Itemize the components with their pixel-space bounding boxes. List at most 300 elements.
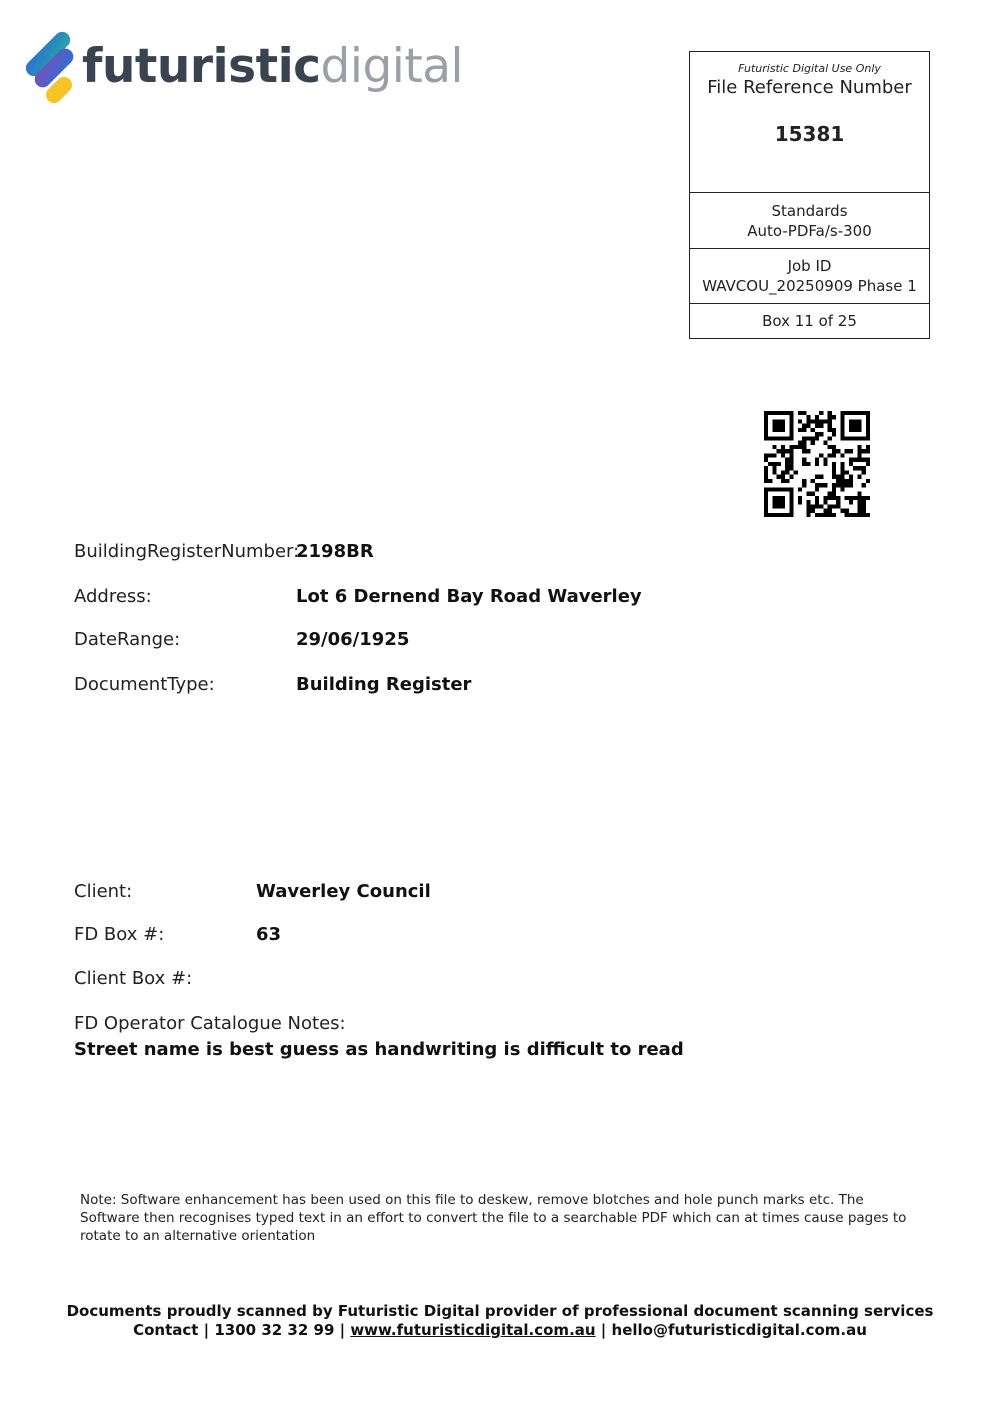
qr-module <box>806 500 810 504</box>
qr-module <box>866 513 870 517</box>
qr-module <box>764 466 768 470</box>
qr-module <box>785 470 789 474</box>
qr-module <box>828 419 832 423</box>
qr-module <box>764 453 768 457</box>
logo-word-futuristic: futuristic <box>82 38 321 94</box>
qr-module <box>866 428 870 432</box>
footer-tagline: Documents proudly scanned by Futuristic Digital provider of professional document scanning services <box>66 1302 934 1320</box>
qr-module <box>862 496 866 500</box>
qr-module <box>819 411 823 415</box>
qr-module <box>789 436 793 440</box>
qr-module <box>777 428 781 432</box>
qr-module <box>777 436 781 440</box>
qr-module <box>772 500 776 504</box>
qr-module <box>768 513 772 517</box>
qr-module <box>789 445 793 449</box>
qr-module <box>781 453 785 457</box>
qr-module <box>823 496 827 500</box>
qr-module <box>862 500 866 504</box>
qr-module <box>840 479 844 483</box>
qr-module <box>819 475 823 479</box>
qr-module <box>832 415 836 419</box>
qr-module <box>823 441 827 445</box>
qr-module <box>857 513 861 517</box>
qr-module <box>768 453 772 457</box>
qr-module <box>785 466 789 470</box>
qr-module <box>862 466 866 470</box>
date-range-value: 29/06/1925 <box>296 629 410 650</box>
qr-module <box>781 445 785 449</box>
qr-module <box>806 449 810 453</box>
qr-module <box>866 436 870 440</box>
qr-module <box>777 475 781 479</box>
qr-module <box>768 436 772 440</box>
qr-module <box>853 466 857 470</box>
qr-module <box>772 424 776 428</box>
qr-module <box>798 441 802 445</box>
qr-module <box>845 411 849 415</box>
qr-module <box>777 462 781 466</box>
qr-module <box>832 496 836 500</box>
qr-module <box>849 424 853 428</box>
qr-module <box>828 436 832 440</box>
qr-module <box>840 453 844 457</box>
qr-module <box>772 466 776 470</box>
date-range-label: DateRange: <box>74 629 181 650</box>
qr-module <box>781 504 785 508</box>
qr-module <box>866 496 870 500</box>
qr-module <box>832 483 836 487</box>
qr-module <box>802 411 806 415</box>
qr-module <box>802 479 806 483</box>
qr-module <box>764 509 768 513</box>
job-id-value: WAVCOU_20250909 Phase 1 <box>702 277 917 295</box>
qr-module <box>785 458 789 462</box>
qr-module <box>806 509 810 513</box>
qr-module <box>832 475 836 479</box>
qr-module <box>815 462 819 466</box>
footer <box>0 1302 1000 1340</box>
qr-module <box>781 479 785 483</box>
qr-module <box>802 436 806 440</box>
qr-module <box>866 462 870 466</box>
qr-module <box>768 479 772 483</box>
qr-module <box>832 453 836 457</box>
qr-module <box>815 496 819 500</box>
qr-module <box>781 424 785 428</box>
qr-module <box>832 513 836 517</box>
qr-module <box>777 411 781 415</box>
qr-module <box>819 513 823 517</box>
qr-module <box>845 449 849 453</box>
qr-module <box>789 466 793 470</box>
qr-module <box>802 424 806 428</box>
qr-module <box>853 458 857 462</box>
qr-module <box>857 500 861 504</box>
qr-module <box>772 436 776 440</box>
qr-module <box>828 445 832 449</box>
qr-module <box>862 470 866 474</box>
qr-module <box>828 509 832 513</box>
qr-module <box>777 496 781 500</box>
qr-module <box>798 411 802 415</box>
qr-module <box>789 475 793 479</box>
qr-module <box>789 492 793 496</box>
qr-module <box>836 483 840 487</box>
qr-module <box>764 496 768 500</box>
qr-module <box>764 492 768 496</box>
qr-code-icon <box>764 411 870 517</box>
qr-module <box>811 428 815 432</box>
qr-module <box>785 436 789 440</box>
qr-module <box>811 504 815 508</box>
qr-module <box>785 513 789 517</box>
file-reference-box <box>689 51 930 339</box>
qr-module <box>764 470 768 474</box>
qr-module <box>828 496 832 500</box>
qr-module <box>789 462 793 466</box>
qr-module <box>828 504 832 508</box>
qr-module <box>857 492 861 496</box>
qr-module <box>764 487 768 491</box>
qr-module <box>789 513 793 517</box>
qr-module <box>857 458 861 462</box>
qr-module <box>840 483 844 487</box>
qr-module <box>806 415 810 419</box>
qr-module <box>794 470 798 474</box>
qr-module <box>823 500 827 504</box>
qr-module <box>840 411 844 415</box>
qr-module <box>849 462 853 466</box>
box-count-cell <box>690 303 929 338</box>
qr-module <box>862 411 866 415</box>
qr-module <box>777 419 781 423</box>
qr-module <box>777 424 781 428</box>
qr-module <box>781 500 785 504</box>
qr-module <box>794 445 798 449</box>
qr-module <box>789 419 793 423</box>
qr-module <box>862 509 866 513</box>
qr-module <box>823 458 827 462</box>
qr-module <box>862 504 866 508</box>
qr-module <box>845 479 849 483</box>
qr-module <box>798 487 802 491</box>
qr-module <box>806 419 810 423</box>
file-reference-number: 15381 <box>774 122 845 146</box>
qr-module <box>832 492 836 496</box>
qr-module <box>806 436 810 440</box>
qr-module <box>764 424 768 428</box>
qr-module <box>772 453 776 457</box>
qr-module <box>849 479 853 483</box>
qr-module <box>789 509 793 513</box>
qr-module <box>764 432 768 436</box>
qr-module <box>768 487 772 491</box>
qr-module <box>862 513 866 517</box>
qr-module <box>815 487 819 491</box>
qr-module <box>828 415 832 419</box>
fd-box-value: 63 <box>256 924 282 945</box>
qr-module <box>777 487 781 491</box>
qr-module <box>828 492 832 496</box>
qr-module <box>785 462 789 466</box>
qr-module <box>853 428 857 432</box>
qr-module <box>866 411 870 415</box>
document-type-value: Building Register <box>296 674 472 695</box>
qr-module <box>772 462 776 466</box>
catalogue-notes-label: FD Operator Catalogue Notes: <box>74 1013 346 1034</box>
qr-module <box>828 513 832 517</box>
qr-module <box>789 496 793 500</box>
qr-module <box>802 445 806 449</box>
qr-module <box>764 428 768 432</box>
qr-module <box>840 466 844 470</box>
qr-module <box>789 500 793 504</box>
qr-module <box>798 500 802 504</box>
qr-module <box>798 428 802 432</box>
qr-module <box>866 424 870 428</box>
qr-module <box>802 441 806 445</box>
qr-module <box>811 492 815 496</box>
register-number-label: BuildingRegisterNumber: <box>74 541 300 562</box>
qr-module <box>819 419 823 423</box>
qr-module <box>840 419 844 423</box>
qr-module <box>772 411 776 415</box>
qr-module <box>815 424 819 428</box>
qr-module <box>815 432 819 436</box>
qr-module <box>777 504 781 508</box>
qr-module <box>832 462 836 466</box>
qr-module <box>802 483 806 487</box>
qr-module <box>815 483 819 487</box>
qr-module <box>785 449 789 453</box>
qr-module <box>845 470 849 474</box>
qr-module <box>857 475 861 479</box>
job-id-label: Job ID <box>787 257 832 275</box>
qr-module <box>836 496 840 500</box>
qr-module <box>862 449 866 453</box>
qr-module <box>832 470 836 474</box>
qr-module <box>802 428 806 432</box>
qr-module <box>853 513 857 517</box>
qr-module <box>785 411 789 415</box>
qr-module <box>781 419 785 423</box>
qr-module <box>777 500 781 504</box>
qr-module <box>815 419 819 423</box>
qr-module <box>789 432 793 436</box>
qr-module <box>857 419 861 423</box>
qr-module <box>798 496 802 500</box>
qr-module <box>857 445 861 449</box>
qr-module <box>764 513 768 517</box>
qr-module <box>781 475 785 479</box>
qr-module <box>828 428 832 432</box>
qr-module <box>777 449 781 453</box>
qr-module <box>849 500 853 504</box>
qr-module <box>849 436 853 440</box>
qr-module <box>857 504 861 508</box>
qr-module <box>832 487 836 491</box>
address-label: Address: <box>74 586 152 607</box>
qr-module <box>815 458 819 462</box>
qr-module <box>811 441 815 445</box>
logo-mark-icon <box>24 26 84 108</box>
qr-module <box>849 483 853 487</box>
qr-module <box>828 411 832 415</box>
qr-module <box>772 487 776 491</box>
fd-box-label: FD Box #: <box>74 924 165 945</box>
qr-module <box>845 436 849 440</box>
use-only-label: Futuristic Digital Use Only <box>738 62 881 75</box>
qr-module <box>819 483 823 487</box>
qr-module <box>802 449 806 453</box>
standards-label: Standards <box>771 201 848 220</box>
qr-module <box>853 424 857 428</box>
qr-module <box>806 424 810 428</box>
qr-module <box>811 479 815 483</box>
qr-module <box>789 424 793 428</box>
qr-module <box>811 436 815 440</box>
box-count: Box 11 of 25 <box>762 312 857 330</box>
qr-module <box>781 411 785 415</box>
footer-phone: Contact | 1300 32 32 99 | <box>133 1321 351 1339</box>
qr-module <box>781 449 785 453</box>
footer-separator: | <box>595 1321 612 1339</box>
qr-module <box>781 470 785 474</box>
qr-module <box>862 436 866 440</box>
qr-module <box>772 445 776 449</box>
qr-module <box>866 415 870 419</box>
qr-module <box>840 415 844 419</box>
qr-module <box>764 475 768 479</box>
qr-module <box>764 500 768 504</box>
qr-module <box>836 504 840 508</box>
qr-module <box>798 419 802 423</box>
qr-module <box>828 453 832 457</box>
qr-module <box>853 419 857 423</box>
qr-module <box>849 513 853 517</box>
qr-module <box>798 445 802 449</box>
qr-module <box>811 509 815 513</box>
document-type-label: DocumentType: <box>74 674 215 695</box>
qr-module <box>819 432 823 436</box>
qr-module <box>802 462 806 466</box>
qr-module <box>845 496 849 500</box>
website-link[interactable]: www.futuristicdigital.com.au <box>350 1321 596 1339</box>
qr-module <box>815 500 819 504</box>
qr-module <box>806 504 810 508</box>
company-logo <box>24 26 463 108</box>
qr-module <box>823 483 827 487</box>
qr-module <box>840 462 844 466</box>
file-reference-header <box>690 61 929 192</box>
qr-module <box>845 483 849 487</box>
register-number-value: 2198BR <box>296 541 374 562</box>
qr-module <box>768 462 772 466</box>
client-label: Client: <box>74 881 133 902</box>
qr-module <box>840 432 844 436</box>
qr-module <box>828 424 832 428</box>
qr-module <box>862 458 866 462</box>
qr-module <box>764 415 768 419</box>
qr-module <box>866 419 870 423</box>
qr-module <box>823 513 827 517</box>
qr-module <box>823 509 827 513</box>
qr-module <box>781 513 785 517</box>
qr-module <box>832 504 836 508</box>
qr-module <box>845 509 849 513</box>
qr-module <box>849 496 853 500</box>
qr-module <box>789 453 793 457</box>
qr-module <box>866 432 870 436</box>
qr-module <box>823 419 827 423</box>
logo-wordmark <box>82 39 463 94</box>
qr-module <box>772 428 776 432</box>
qr-module <box>806 462 810 466</box>
catalogue-notes-text: Street name is best guess as handwriting is difficult to read <box>74 1039 684 1060</box>
qr-module <box>772 419 776 423</box>
qr-module <box>857 496 861 500</box>
qr-module <box>840 470 844 474</box>
qr-module <box>857 453 861 457</box>
qr-module <box>811 419 815 423</box>
qr-module <box>857 411 861 415</box>
qr-module <box>857 466 861 470</box>
qr-module <box>789 504 793 508</box>
qr-module <box>819 504 823 508</box>
qr-module <box>802 458 806 462</box>
qr-module <box>772 504 776 508</box>
qr-module <box>772 513 776 517</box>
qr-module <box>857 509 861 513</box>
qr-module <box>866 479 870 483</box>
qr-module <box>866 445 870 449</box>
qr-module <box>815 504 819 508</box>
qr-module <box>764 411 768 415</box>
job-id-cell <box>690 248 929 303</box>
qr-module <box>836 479 840 483</box>
qr-module <box>819 453 823 457</box>
qr-module <box>789 487 793 491</box>
qr-module <box>815 436 819 440</box>
qr-module <box>857 424 861 428</box>
qr-module <box>836 449 840 453</box>
qr-module <box>853 411 857 415</box>
qr-module <box>849 428 853 432</box>
qr-module <box>764 458 768 462</box>
qr-module <box>789 415 793 419</box>
qr-module <box>832 449 836 453</box>
footer-email[interactable]: hello@futuristicdigital.com.au <box>611 1321 867 1339</box>
qr-module <box>849 411 853 415</box>
qr-module <box>785 487 789 491</box>
qr-module <box>840 487 844 491</box>
qr-module <box>806 492 810 496</box>
qr-module <box>806 513 810 517</box>
qr-module <box>840 424 844 428</box>
qr-module <box>853 436 857 440</box>
footer-contact <box>0 1321 1000 1340</box>
qr-module <box>764 436 768 440</box>
qr-module <box>768 411 772 415</box>
qr-module <box>849 458 853 462</box>
qr-module <box>832 466 836 470</box>
client-box-label: Client Box #: <box>74 968 193 989</box>
qr-module <box>840 436 844 440</box>
qr-module <box>823 462 827 466</box>
qr-module <box>857 428 861 432</box>
file-reference-title: File Reference Number <box>707 77 912 98</box>
